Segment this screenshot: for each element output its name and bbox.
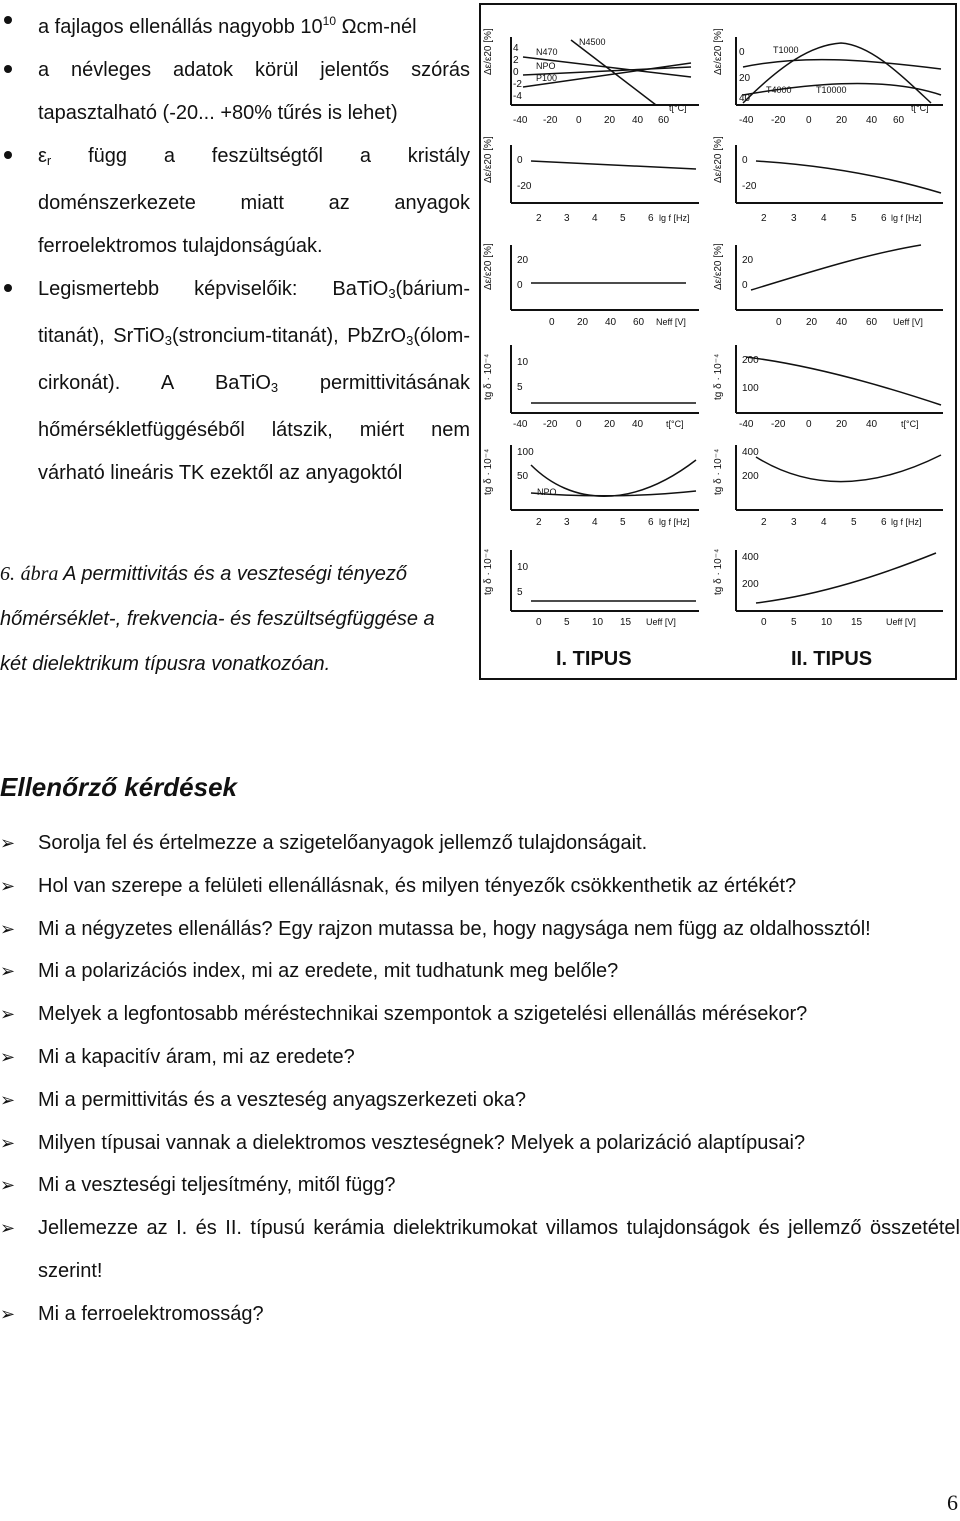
svg-text:0: 0: [761, 617, 767, 628]
svg-text:0: 0: [739, 47, 745, 58]
question-item: ➢ Melyek a legfontosabb méréstechnikai szempontok a szigetelési ellenállás mérésekor?: [0, 993, 960, 1036]
svg-text:20: 20: [604, 115, 616, 126]
svg-text:5: 5: [851, 517, 857, 528]
chart-type2-loss-temperature: [713, 345, 943, 430]
svg-text:5: 5: [517, 382, 523, 393]
svg-text:-40: -40: [513, 419, 528, 430]
svg-text:20: 20: [577, 317, 589, 328]
svg-text:Δε/ε20 [%]: Δε/ε20 [%]: [483, 243, 494, 290]
svg-text:40: 40: [739, 93, 751, 104]
svg-text:20: 20: [836, 419, 848, 430]
svg-text:5: 5: [851, 213, 857, 224]
svg-text:2: 2: [761, 517, 767, 528]
arrow-bullet-icon: ➢: [0, 1218, 16, 1239]
question-item: ➢ Mi a ferroelektromosság?: [0, 1293, 960, 1336]
svg-text:-40: -40: [739, 419, 754, 430]
svg-text:5: 5: [791, 617, 797, 628]
property-bullet-list: [0, 0, 470, 495]
svg-text:Ueff [V]: Ueff [V]: [893, 317, 923, 327]
svg-text:4: 4: [821, 517, 827, 528]
svg-text:400: 400: [742, 552, 759, 563]
svg-text:10: 10: [517, 357, 529, 368]
svg-text:5: 5: [564, 617, 570, 628]
svg-text:t[°C]: t[°C]: [669, 103, 687, 113]
svg-text:4: 4: [821, 213, 827, 224]
svg-text:20: 20: [517, 255, 529, 266]
svg-text:6: 6: [881, 213, 887, 224]
svg-text:lg f [Hz]: lg f [Hz]: [659, 517, 690, 527]
chart-type1-loss-frequency: [483, 445, 699, 528]
svg-text:3: 3: [791, 517, 797, 528]
svg-text:T10000: T10000: [816, 85, 847, 95]
section-title: Ellenőrző kérdések: [0, 772, 237, 802]
svg-text:-20: -20: [543, 115, 558, 126]
arrow-bullet-icon: ➢: [0, 1004, 16, 1025]
svg-text:-4: -4: [513, 91, 522, 102]
svg-text:N470: N470: [536, 47, 558, 57]
svg-text:20: 20: [806, 317, 818, 328]
chart-type2-loss-frequency: [713, 445, 943, 528]
svg-text:2: 2: [761, 213, 767, 224]
svg-text:5: 5: [620, 517, 626, 528]
arrow-bullet-icon: ➢: [0, 1089, 16, 1110]
svg-text:20: 20: [836, 115, 848, 126]
question-item: ➢ Hol van szerepe a felületi ellenállásnak, és milyen tényezők csökkenthetik az értékét?: [0, 865, 960, 908]
svg-text:100: 100: [517, 447, 534, 458]
svg-text:Ueff [V]: Ueff [V]: [886, 617, 916, 627]
svg-text:-40: -40: [513, 115, 528, 126]
svg-text:100: 100: [742, 383, 759, 394]
arrow-bullet-icon: ➢: [0, 1132, 16, 1153]
svg-text:0: 0: [576, 419, 582, 430]
chart-type2-frequency: [713, 136, 943, 224]
type2-label: II. TIPUS: [791, 648, 873, 670]
svg-text:0: 0: [742, 280, 748, 291]
bullet-item-resistivity: a fajlagos ellenállás nagyobb $10^{10}$ Ωcm-nél: [0, 0, 470, 49]
svg-text:15: 15: [620, 617, 632, 628]
svg-text:60: 60: [893, 115, 905, 126]
svg-text:0: 0: [517, 280, 523, 291]
svg-text:-20: -20: [543, 419, 558, 430]
svg-text:Δε/ε20 [%]: Δε/ε20 [%]: [713, 136, 724, 183]
bullet-item-representatives: Legismertebb képviselőik: BaTiO$_3$(bárium-titanát), SrTiO$_3$(stroncium-titanát), PbZrO$_3$(ólom-cirkonát). A BaTiO$_3$ permittivitásának hőmérsékletfüggéséből látszik, miért nem várható lineáris TK ezektől az anyagoktól: [0, 268, 470, 495]
svg-text:15: 15: [851, 617, 863, 628]
question-item: ➢ Mi a permittivitás és a veszteség anyagszerkezeti oka?: [0, 1079, 960, 1122]
svg-text:lg f [Hz]: lg f [Hz]: [659, 213, 690, 223]
chart-type1-voltage: [483, 243, 699, 328]
svg-text:Δε/ε20 [%]: Δε/ε20 [%]: [483, 28, 494, 75]
arrow-bullet-icon: ➢: [0, 1046, 16, 1067]
figure-permittivity-charts: [479, 3, 957, 680]
arrow-bullet-icon: ➢: [0, 918, 16, 939]
svg-text:0: 0: [576, 115, 582, 126]
arrow-bullet-icon: ➢: [0, 1303, 16, 1324]
svg-text:3: 3: [791, 213, 797, 224]
chart-type1-frequency: [483, 136, 699, 224]
svg-text:6: 6: [648, 517, 654, 528]
svg-text:4: 4: [592, 213, 598, 224]
svg-text:60: 60: [633, 317, 645, 328]
svg-text:3: 3: [564, 213, 570, 224]
svg-text:3: 3: [564, 517, 570, 528]
svg-text:40: 40: [836, 317, 848, 328]
question-item: ➢ Jellemezze az I. és II. típusú kerámia dielektrikumokat villamos tulajdonságok és jellemző összetétel szerint!: [0, 1207, 960, 1293]
chart-type2-loss-voltage: [713, 549, 943, 628]
svg-text:40: 40: [632, 115, 644, 126]
svg-text:tg δ · 10⁻⁴: tg δ · 10⁻⁴: [483, 353, 494, 400]
svg-text:0: 0: [806, 115, 812, 126]
question-item: ➢ Mi a négyzetes ellenállás? Egy rajzon mutassa be, hogy nagysága nem függ az oldalhossztól!: [0, 908, 960, 951]
svg-text:NPO: NPO: [536, 61, 556, 71]
svg-text:-20: -20: [771, 419, 786, 430]
figure-caption: 6. ábra A permittivitás és a veszteségi tényező hőmérséklet-, frekvencia- és feszültségfüggése a két dielektrikum típusra vonatkozóan.: [0, 563, 435, 675]
svg-text:200: 200: [742, 579, 759, 590]
svg-text:60: 60: [866, 317, 878, 328]
svg-text:5: 5: [517, 587, 523, 598]
svg-text:N4500: N4500: [579, 37, 606, 47]
svg-text:60: 60: [658, 115, 670, 126]
svg-text:20: 20: [739, 73, 751, 84]
svg-text:t[°C]: t[°C]: [911, 103, 929, 113]
left-column: [0, 0, 470, 495]
svg-text:-2: -2: [513, 79, 522, 90]
svg-text:0: 0: [517, 155, 523, 166]
svg-text:200: 200: [742, 355, 759, 366]
question-item: ➢ Mi a veszteségi teljesítmény, mitől függ?: [0, 1164, 960, 1207]
svg-text:-20: -20: [517, 181, 532, 192]
question-item: ➢ Sorolja fel és értelmezze a szigetelőanyagok jellemző tulajdonságait.: [0, 822, 960, 865]
svg-text:40: 40: [605, 317, 617, 328]
svg-text:0: 0: [549, 317, 555, 328]
type1-label: I. TIPUS: [556, 648, 632, 670]
svg-text:tg δ · 10⁻⁴: tg δ · 10⁻⁴: [713, 448, 724, 495]
svg-text:4: 4: [592, 517, 598, 528]
question-list: [0, 822, 960, 1336]
svg-text:50: 50: [517, 471, 529, 482]
svg-text:-40: -40: [739, 115, 754, 126]
svg-text:40: 40: [866, 419, 878, 430]
svg-text:0: 0: [742, 155, 748, 166]
svg-text:20: 20: [604, 419, 616, 430]
question-item: ➢ Milyen típusai vannak a dielektromos veszteségnek? Melyek a polarizáció alaptípusai?: [0, 1122, 960, 1165]
svg-text:lg f [Hz]: lg f [Hz]: [891, 213, 922, 223]
arrow-bullet-icon: ➢: [0, 875, 16, 896]
svg-text:10: 10: [592, 617, 604, 628]
bullet-item-voltage-dependence: $\varepsilon_r$ függ a feszültségtől a kristály doménszerkezete miatt az anyagok ferroelektromos tulajdonságúak.: [0, 135, 470, 268]
svg-text:Δε/ε20 [%]: Δε/ε20 [%]: [713, 28, 724, 75]
svg-text:Δε/ε20 [%]: Δε/ε20 [%]: [483, 136, 494, 183]
svg-text:2: 2: [536, 213, 542, 224]
svg-text:NPO: NPO: [537, 487, 557, 497]
svg-text:t[°C]: t[°C]: [666, 419, 684, 429]
svg-text:5: 5: [620, 213, 626, 224]
svg-text:6: 6: [881, 517, 887, 528]
chart-type1-temperature: [483, 28, 699, 126]
svg-text:2: 2: [513, 55, 519, 66]
question-item: ➢ Mi a kapacitív áram, mi az eredete?: [0, 1036, 960, 1079]
svg-text:6: 6: [648, 213, 654, 224]
svg-text:0: 0: [513, 67, 519, 78]
svg-text:Neff [V]: Neff [V]: [656, 317, 686, 327]
svg-text:200: 200: [742, 471, 759, 482]
svg-text:40: 40: [632, 419, 644, 430]
arrow-bullet-icon: ➢: [0, 1175, 16, 1196]
svg-text:t[°C]: t[°C]: [901, 419, 919, 429]
svg-text:4: 4: [513, 43, 519, 54]
svg-text:Ueff [V]: Ueff [V]: [646, 617, 676, 627]
svg-text:20: 20: [742, 255, 754, 266]
page-number: 6: [947, 1490, 958, 1515]
svg-text:Δε/ε20 [%]: Δε/ε20 [%]: [713, 243, 724, 290]
svg-text:tg δ · 10⁻⁴: tg δ · 10⁻⁴: [713, 353, 724, 400]
chart-type2-voltage: [713, 243, 943, 328]
chart-type2-temperature: [713, 28, 943, 126]
question-item: ➢ Mi a polarizációs index, mi az eredete, mit tudhatunk meg belőle?: [0, 950, 960, 993]
svg-text:0: 0: [806, 419, 812, 430]
svg-text:0: 0: [536, 617, 542, 628]
arrow-bullet-icon: ➢: [0, 833, 16, 853]
svg-text:2: 2: [536, 517, 542, 528]
svg-text:P100: P100: [536, 73, 558, 83]
bullet-item-tolerance: a névleges adatok körül jelentős szórás tapasztalható (-20... +80% tűrés is lehet): [0, 49, 470, 135]
svg-text:T1000: T1000: [773, 45, 799, 55]
chart-type1-loss-temperature: [483, 345, 699, 430]
svg-text:-20: -20: [771, 115, 786, 126]
svg-text:10: 10: [821, 617, 833, 628]
svg-text:tg δ · 10⁻⁴: tg δ · 10⁻⁴: [483, 548, 494, 595]
svg-text:-20: -20: [742, 181, 757, 192]
svg-text:tg δ · 10⁻⁴: tg δ · 10⁻⁴: [713, 548, 724, 595]
svg-text:40: 40: [866, 115, 878, 126]
svg-text:T4000: T4000: [766, 85, 792, 95]
svg-text:400: 400: [742, 447, 759, 458]
svg-text:lg f [Hz]: lg f [Hz]: [891, 517, 922, 527]
arrow-bullet-icon: ➢: [0, 961, 16, 982]
chart-type1-loss-voltage: [483, 549, 699, 628]
svg-text:10: 10: [517, 562, 529, 573]
svg-text:0: 0: [776, 317, 782, 328]
svg-text:tg δ · 10⁻⁴: tg δ · 10⁻⁴: [483, 448, 494, 495]
